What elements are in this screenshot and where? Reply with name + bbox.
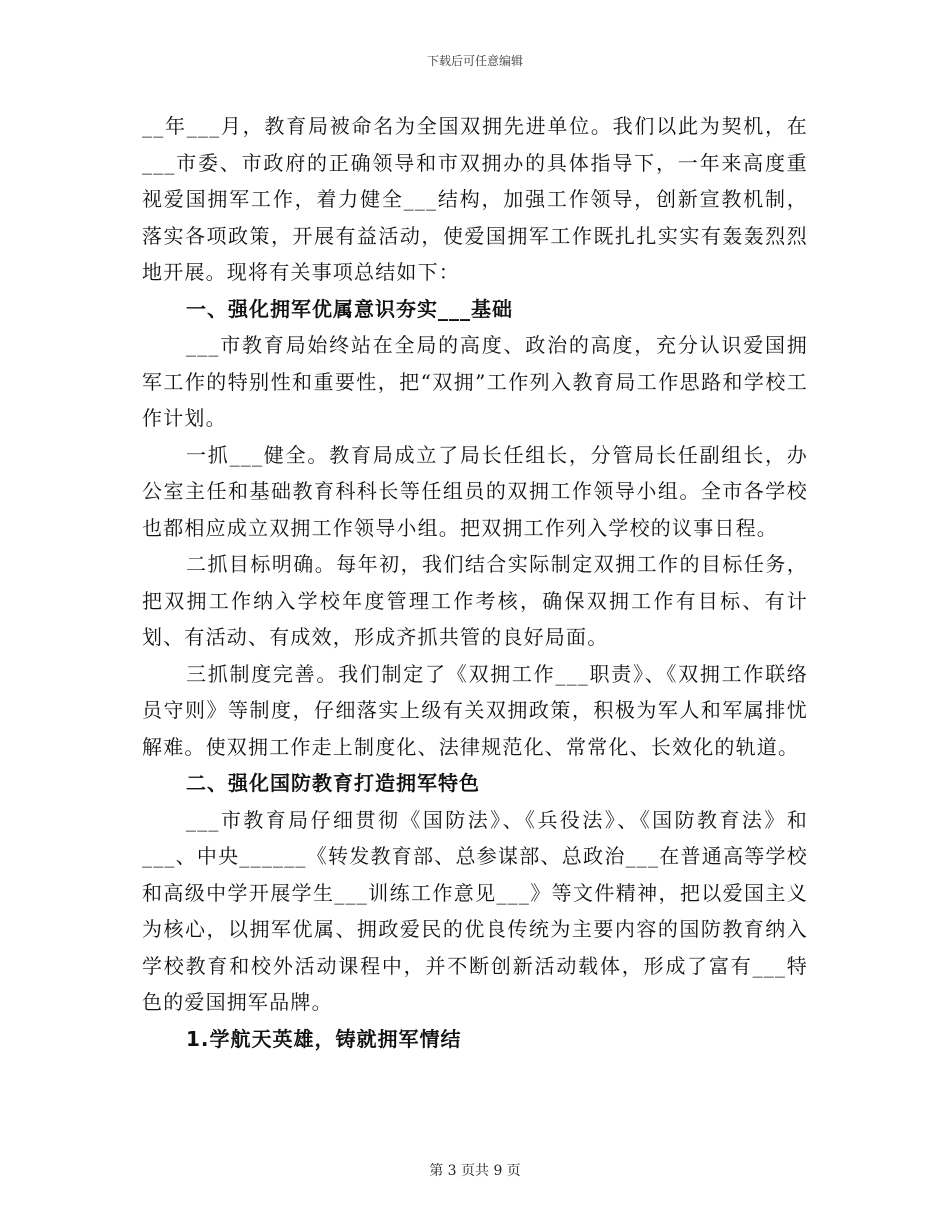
- paragraph-defense-education: ___市教育局仔细贯彻《国防法》、《兵役法》、《国防教育法》和___、中央______《转发教育部、总参谋部、总政治___在普通高等学校和高级中学开展学生___训练工作意见___》等文件精神，把以爱国主义为核心，以拥军优属、拥政爱民的优良传统为主要内容的国防教育纳入学校教育和校外活动课程中，并不断创新活动载体，形成了富有___特色的爱国拥军品牌。: [142, 807, 808, 1014]
- paragraph-organization: 一抓___健全。教育局成立了局长任组长，分管局长任副组长，办公室主任和基础教育科科长等任组员的双拥工作领导小组。全市各学校也都相应成立双拥工作领导小组。把双拥工作列入学校的议事日程。: [142, 442, 808, 540]
- intro-paragraph: __年___月，教育局被命名为全国双拥先进单位。我们以此为契机，在___市委、市政府的正确领导和市双拥办的具体指导下，一年来高度重视爱国拥军工作，着力健全___结构，加强工作领导，创新宣教机制，落实各项政策，开展有益活动，使爱国拥军工作既扎扎实实有轰轰烈烈地开展。现将有关事项总结如下：: [142, 114, 808, 284]
- paragraph-goals: 二抓目标明确。每年初，我们结合实际制定双拥工作的目标任务，把双拥工作纳入学校年度管理工作考核，确保双拥工作有目标、有计划、有活动、有成效，形成齐抓共管的良好局面。: [142, 552, 808, 649]
- section-heading-1: 一、强化拥军优属意识夯实___基础: [186, 296, 513, 321]
- page-number: 第 3 页共 9 页: [429, 1163, 521, 1179]
- paragraph-system: 三抓制度完善。我们制定了《双拥工作___职责》、《双拥工作联络员守则》等制度，仔细落实上级有关双拥政策，积极为军人和军属排忧解难。使双拥工作走上制度化、法律规范化、常常化、长效化的轨道。: [142, 661, 808, 759]
- document-body: [142, 108, 808, 1057]
- subsection-heading-1: 1.学航天英雄，铸就拥军情结: [186, 1026, 462, 1051]
- section-heading-2: 二、强化国防教育打造拥军特色: [186, 771, 480, 795]
- page-header: 下载后可任意编辑: [426, 54, 523, 68]
- paragraph-awareness: ___市教育局始终站在全局的高度、政治的高度，充分认识爱国拥军工作的特别性和重要性，把“双拥”工作列入教育局工作思路和学校工作计划。: [142, 333, 808, 430]
